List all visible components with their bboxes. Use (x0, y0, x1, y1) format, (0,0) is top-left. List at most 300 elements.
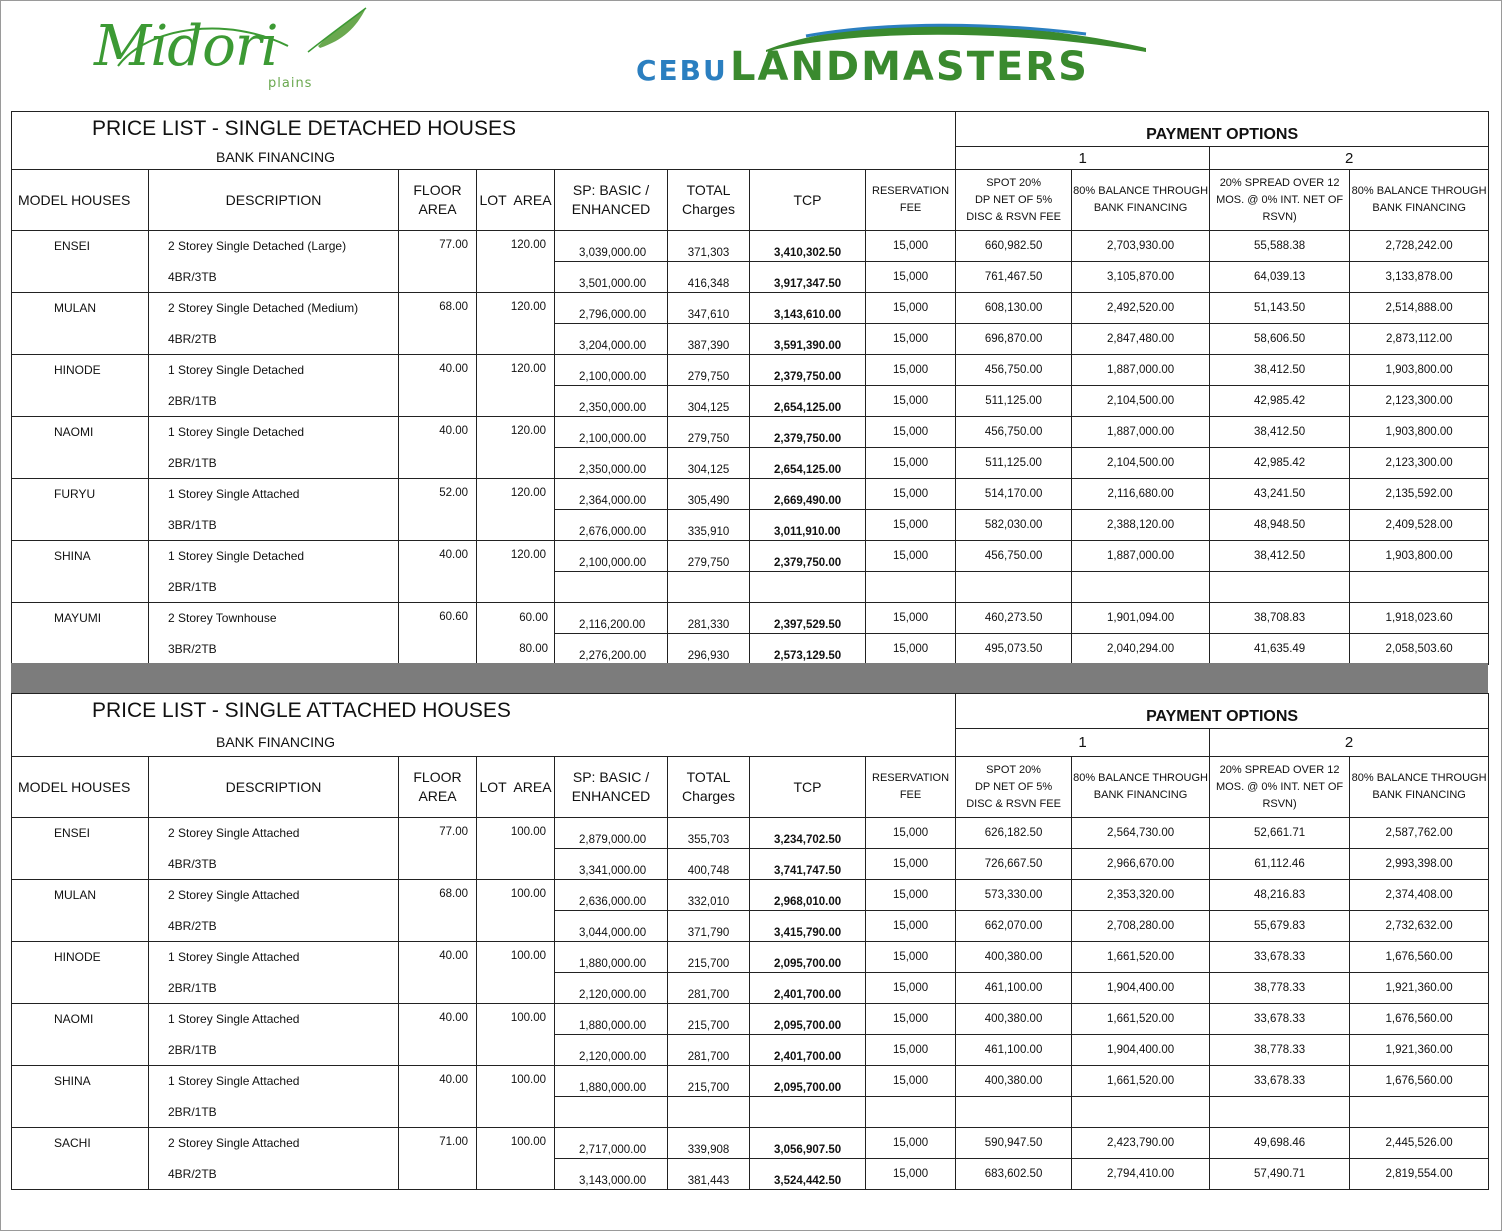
opt2-balance: 2,873,112.00 (1350, 324, 1489, 355)
description: 2 Storey Single Attached (149, 880, 399, 911)
selling-price: 3,341,000.00 (555, 849, 668, 880)
table-row (12, 448, 1489, 479)
opt2-balance: 2,445,526.00 (1350, 1128, 1489, 1159)
price-table (11, 111, 1489, 665)
col-opt1-dp-line: DP NET OF 5% (974, 193, 1053, 206)
description: 3BR/1TB (149, 510, 399, 541)
col-opt1-dp (956, 170, 1072, 231)
table-row (12, 911, 1489, 942)
description: 4BR/3TB (149, 849, 399, 880)
opt2-spread: 57,490.71 (1210, 1159, 1350, 1190)
opt1-balance: 1,904,400.00 (1072, 973, 1210, 1004)
model-name: HINODE (12, 355, 149, 417)
col-tcp: TCP (750, 757, 866, 818)
opt2-balance (1350, 572, 1489, 603)
total-charges: 381,443 (668, 1159, 750, 1190)
tcp-value: 3,917,347.50 (750, 262, 866, 293)
col-sp-line: ENHANCED (571, 788, 651, 804)
opt1-balance (1072, 572, 1210, 603)
opt2-balance: 1,676,560.00 (1350, 1066, 1489, 1097)
opt1-downpayment: 683,602.50 (956, 1159, 1072, 1190)
opt1-balance: 2,116,680.00 (1072, 479, 1210, 510)
table-row (12, 355, 1489, 386)
col-model-houses: MODEL HOUSES (12, 757, 149, 818)
description: 1 Storey Single Detached (149, 417, 399, 448)
table-row (12, 1004, 1489, 1035)
opt2-spread: 42,985.42 (1210, 448, 1350, 479)
total-charges: 305,490 (668, 479, 750, 510)
opt2-spread: 42,985.42 (1210, 386, 1350, 417)
opt2-spread: 61,112.46 (1210, 849, 1350, 880)
total-charges: 347,610 (668, 293, 750, 324)
col-reservation-fee (866, 757, 956, 818)
selling-price (555, 572, 668, 603)
description: 2BR/1TB (149, 1035, 399, 1066)
option-2-header: 2 (1210, 147, 1489, 170)
table-row (12, 603, 1489, 634)
col-opt1-dp-line: SPOT 20% (986, 176, 1042, 189)
col-reservation-fee-line: FEE (899, 202, 922, 214)
col-opt2-spread (1210, 170, 1350, 231)
option-2-header: 2 (1210, 729, 1489, 757)
selling-price: 2,350,000.00 (555, 448, 668, 479)
tcp-value: 3,415,790.00 (750, 911, 866, 942)
tcp-value: 2,379,750.00 (750, 355, 866, 386)
opt1-downpayment: 400,380.00 (956, 1066, 1072, 1097)
selling-price: 2,120,000.00 (555, 1035, 668, 1066)
col-opt1-balance (1072, 757, 1210, 818)
description: 2BR/1TB (149, 973, 399, 1004)
col-description: DESCRIPTION (149, 757, 399, 818)
midori-plains-logo (88, 6, 378, 96)
reservation-fee: 15,000 (866, 262, 956, 293)
financing-subtitle: BANK FINANCING (12, 147, 956, 170)
tcp-value: 2,397,529.50 (750, 603, 866, 634)
total-charges: 335,910 (668, 510, 750, 541)
opt1-downpayment: 456,750.00 (956, 417, 1072, 448)
opt2-spread: 41,635.49 (1210, 634, 1350, 665)
model-name: HINODE (12, 942, 149, 1004)
col-opt1-dp-line: DP NET OF 5% (974, 780, 1053, 793)
opt1-balance: 2,708,280.00 (1072, 911, 1210, 942)
opt1-balance: 2,423,790.00 (1072, 1128, 1210, 1159)
opt1-downpayment: 400,380.00 (956, 1004, 1072, 1035)
opt2-spread: 48,216.83 (1210, 880, 1350, 911)
opt1-balance: 1,661,520.00 (1072, 1004, 1210, 1035)
selling-price: 1,880,000.00 (555, 1066, 668, 1097)
selling-price: 2,796,000.00 (555, 293, 668, 324)
opt1-downpayment: 608,130.00 (956, 293, 1072, 324)
table-row (12, 849, 1489, 880)
section-title: PRICE LIST - SINGLE DETACHED HOUSES (12, 112, 956, 147)
table-row (12, 293, 1489, 324)
col-total-charges (668, 757, 750, 818)
reservation-fee: 15,000 (866, 417, 956, 448)
opt1-balance: 2,104,500.00 (1072, 448, 1210, 479)
opt2-spread: 55,588.38 (1210, 231, 1350, 262)
selling-price: 3,204,000.00 (555, 324, 668, 355)
table-row (12, 1035, 1489, 1066)
reservation-fee: 15,000 (866, 603, 956, 634)
tcp-value: 2,379,750.00 (750, 417, 866, 448)
opt2-spread: 38,708.83 (1210, 603, 1350, 634)
tcp-value: 3,591,390.00 (750, 324, 866, 355)
floor-area: 40.00 (399, 541, 477, 603)
tcp-value: 2,573,129.50 (750, 634, 866, 665)
opt2-spread: 51,143.50 (1210, 293, 1350, 324)
total-charges (668, 572, 750, 603)
floor-area: 68.00 (399, 880, 477, 942)
opt1-balance (1072, 1097, 1210, 1128)
col-opt2-balance-line: 80% BALANCE THROUGH (1351, 772, 1487, 784)
model-name: MULAN (12, 880, 149, 942)
opt2-balance: 2,587,762.00 (1350, 818, 1489, 849)
total-charges: 281,700 (668, 1035, 750, 1066)
selling-price: 3,501,000.00 (555, 262, 668, 293)
price-list-detached (11, 111, 1488, 665)
total-charges: 416,348 (668, 262, 750, 293)
col-reservation-fee-line: FEE (899, 789, 922, 801)
total-charges: 281,700 (668, 973, 750, 1004)
col-sp-line: ENHANCED (571, 201, 651, 217)
tcp-value (750, 1097, 866, 1128)
lot-area: 100.00 (477, 942, 555, 1004)
opt1-balance: 2,388,120.00 (1072, 510, 1210, 541)
table-row (12, 479, 1489, 510)
opt2-spread: 52,661.71 (1210, 818, 1350, 849)
selling-price: 2,276,200.00 (555, 634, 668, 665)
reservation-fee: 15,000 (866, 510, 956, 541)
description: 2BR/1TB (149, 386, 399, 417)
table-row (12, 1097, 1489, 1128)
col-opt2-spread-line: 20% SPREAD OVER 12 (1219, 763, 1340, 776)
lot-area-2: 80.00 (477, 634, 555, 665)
opt1-balance: 2,564,730.00 (1072, 818, 1210, 849)
table-row (12, 262, 1489, 293)
opt2-spread: 55,679.83 (1210, 911, 1350, 942)
total-charges (668, 1097, 750, 1128)
selling-price: 2,120,000.00 (555, 973, 668, 1004)
selling-price: 2,350,000.00 (555, 386, 668, 417)
table-row (12, 1128, 1489, 1159)
selling-price: 2,364,000.00 (555, 479, 668, 510)
total-charges: 304,125 (668, 448, 750, 479)
description: 1 Storey Single Attached (149, 1066, 399, 1097)
total-charges: 215,700 (668, 1004, 750, 1035)
selling-price: 2,636,000.00 (555, 880, 668, 911)
col-total-charges (668, 170, 750, 231)
opt1-downpayment (956, 572, 1072, 603)
opt1-balance: 2,492,520.00 (1072, 293, 1210, 324)
tcp-value: 2,095,700.00 (750, 1004, 866, 1035)
tcp-value: 2,968,010.00 (750, 880, 866, 911)
model-name: SACHI (12, 1128, 149, 1190)
financing-subtitle: BANK FINANCING (12, 729, 956, 757)
opt2-spread: 38,778.33 (1210, 1035, 1350, 1066)
tcp-value: 2,654,125.00 (750, 448, 866, 479)
col-opt2-balance-line: BANK FINANCING (1372, 789, 1466, 801)
floor-area: 40.00 (399, 1066, 477, 1128)
lot-area: 100.00 (477, 880, 555, 942)
opt1-downpayment: 761,467.50 (956, 262, 1072, 293)
lot-area: 100.00 (477, 1066, 555, 1128)
col-floor-area-line: AREA (418, 201, 457, 217)
col-floor-area-line: AREA (418, 788, 457, 804)
description: 4BR/2TB (149, 911, 399, 942)
opt1-balance: 2,966,670.00 (1072, 849, 1210, 880)
tcp-value: 3,143,610.00 (750, 293, 866, 324)
col-opt1-dp-line: DISC & RSVN FEE (966, 797, 1061, 810)
col-reservation-fee (866, 170, 956, 231)
opt2-spread: 58,606.50 (1210, 324, 1350, 355)
col-floor-area (399, 757, 477, 818)
opt1-downpayment: 626,182.50 (956, 818, 1072, 849)
brand-cebu: CEBU (636, 54, 728, 87)
selling-price: 2,116,200.00 (555, 603, 668, 634)
reservation-fee: 15,000 (866, 355, 956, 386)
selling-price: 2,100,000.00 (555, 355, 668, 386)
selling-price: 2,717,000.00 (555, 1128, 668, 1159)
opt1-balance: 3,105,870.00 (1072, 262, 1210, 293)
opt1-downpayment: 511,125.00 (956, 448, 1072, 479)
col-opt2-balance (1350, 170, 1489, 231)
col-floor-area-line: FLOOR (413, 769, 462, 785)
tcp-value: 2,401,700.00 (750, 973, 866, 1004)
option-1-header: 1 (956, 147, 1210, 170)
floor-area: 68.00 (399, 293, 477, 355)
col-total-charges-line: Charges (682, 788, 735, 804)
total-charges: 355,703 (668, 818, 750, 849)
total-charges: 371,303 (668, 231, 750, 262)
opt2-spread: 38,412.50 (1210, 417, 1350, 448)
table-row (12, 1066, 1489, 1097)
col-opt2-balance-line: BANK FINANCING (1372, 202, 1466, 214)
col-model-houses: MODEL HOUSES (12, 170, 149, 231)
opt2-spread (1210, 1097, 1350, 1128)
col-opt2-spread-line: MOS. @ 0% INT. NET OF (1216, 780, 1344, 793)
opt2-balance: 2,374,408.00 (1350, 880, 1489, 911)
tcp-value: 3,524,442.50 (750, 1159, 866, 1190)
col-opt1-balance-line: 80% BALANCE THROUGH (1073, 772, 1208, 784)
reservation-fee: 15,000 (866, 386, 956, 417)
reservation-fee (866, 1097, 956, 1128)
price-table (11, 693, 1489, 1190)
opt1-balance: 1,887,000.00 (1072, 417, 1210, 448)
col-opt2-spread-line: 20% SPREAD OVER 12 (1219, 176, 1340, 189)
opt1-downpayment (956, 1097, 1072, 1128)
opt2-balance: 2,123,300.00 (1350, 386, 1489, 417)
model-name: ENSEI (12, 818, 149, 880)
total-charges: 215,700 (668, 1066, 750, 1097)
col-sp-line: SP: BASIC / (572, 182, 650, 198)
table-row (12, 572, 1489, 603)
col-opt1-dp-line: SPOT 20% (986, 763, 1041, 776)
total-charges: 279,750 (668, 541, 750, 572)
section-title: PRICE LIST - SINGLE ATTACHED HOUSES (12, 694, 956, 729)
tcp-value: 2,401,700.00 (750, 1035, 866, 1066)
total-charges: 215,700 (668, 942, 750, 973)
model-name: SHINA (12, 1066, 149, 1128)
col-floor-area (399, 170, 477, 231)
opt1-downpayment: 495,073.50 (956, 634, 1072, 665)
lot-area: 120.00 (477, 417, 555, 479)
price-list-attached (11, 693, 1488, 1190)
col-opt1-dp (956, 757, 1072, 818)
col-reservation-fee-line: RESERVATION (872, 185, 950, 197)
reservation-fee: 15,000 (866, 448, 956, 479)
selling-price: 1,880,000.00 (555, 1004, 668, 1035)
payment-options-header: PAYMENT OPTIONS (956, 694, 1489, 729)
total-charges: 371,790 (668, 911, 750, 942)
table-row (12, 942, 1489, 973)
total-charges: 339,908 (668, 1128, 750, 1159)
col-opt1-balance-line: BANK FINANCING (1093, 789, 1188, 801)
reservation-fee: 15,000 (866, 880, 956, 911)
opt2-spread: 43,241.50 (1210, 479, 1350, 510)
cebu-landmasters-logo (636, 22, 1126, 94)
opt1-balance: 1,661,520.00 (1072, 1066, 1210, 1097)
opt1-balance: 1,887,000.00 (1072, 541, 1210, 572)
col-opt2-spread-line: MOS. @ 0% INT. NET OF (1216, 193, 1344, 206)
description: 2BR/1TB (149, 448, 399, 479)
table-row (12, 510, 1489, 541)
col-opt1-balance-line: BANK FINANCING (1093, 202, 1188, 214)
table-row (12, 880, 1489, 911)
model-name: MAYUMI (12, 603, 149, 665)
total-charges: 279,750 (668, 355, 750, 386)
selling-price: 2,100,000.00 (555, 541, 668, 572)
col-total-charges-line: TOTAL (686, 182, 731, 198)
opt2-spread: 38,412.50 (1210, 541, 1350, 572)
opt1-balance: 1,904,400.00 (1072, 1035, 1210, 1066)
col-sp (555, 170, 668, 231)
description: 4BR/2TB (149, 1159, 399, 1190)
col-opt1-balance (1072, 170, 1210, 231)
reservation-fee: 15,000 (866, 1035, 956, 1066)
table-row (12, 386, 1489, 417)
col-floor-area-line: FLOOR (413, 182, 462, 198)
table-row (12, 417, 1489, 448)
reservation-fee: 15,000 (866, 1128, 956, 1159)
table-row (12, 973, 1489, 1004)
model-name: SHINA (12, 541, 149, 603)
opt2-spread: 33,678.33 (1210, 942, 1350, 973)
opt2-balance (1350, 1097, 1489, 1128)
opt2-balance: 1,903,800.00 (1350, 541, 1489, 572)
description: 2 Storey Single Attached (149, 818, 399, 849)
midori-subtitle: plains (268, 76, 313, 91)
opt1-downpayment: 662,070.00 (956, 911, 1072, 942)
opt1-downpayment: 456,750.00 (956, 355, 1072, 386)
floor-area: 40.00 (399, 417, 477, 479)
opt2-balance: 2,728,242.00 (1350, 231, 1489, 262)
opt2-spread (1210, 572, 1350, 603)
lot-area: 120.00 (477, 355, 555, 417)
description: 2 Storey Townhouse (149, 603, 399, 634)
col-reservation-fee-line: RESERVATION (872, 772, 950, 784)
reservation-fee: 15,000 (866, 293, 956, 324)
opt2-balance: 1,921,360.00 (1350, 973, 1489, 1004)
opt2-balance: 2,123,300.00 (1350, 448, 1489, 479)
opt2-balance: 2,993,398.00 (1350, 849, 1489, 880)
floor-area: 40.00 (399, 355, 477, 417)
opt1-downpayment: 582,030.00 (956, 510, 1072, 541)
reservation-fee: 15,000 (866, 942, 956, 973)
selling-price (555, 1097, 668, 1128)
opt1-downpayment: 460,273.50 (956, 603, 1072, 634)
opt1-downpayment: 590,947.50 (956, 1128, 1072, 1159)
col-opt2-spread-line: RSVN) (1262, 797, 1297, 810)
total-charges: 296,930 (668, 634, 750, 665)
reservation-fee (866, 572, 956, 603)
midori-wordmark: Midori (94, 14, 278, 79)
reservation-fee: 15,000 (866, 541, 956, 572)
floor-area: 40.00 (399, 1004, 477, 1066)
tcp-value: 2,379,750.00 (750, 541, 866, 572)
lot-area: 120.00 (477, 293, 555, 355)
table-row (12, 231, 1489, 262)
description: 4BR/2TB (149, 324, 399, 355)
opt2-balance: 2,409,528.00 (1350, 510, 1489, 541)
col-total-charges-line: Charges (682, 201, 735, 217)
opt2-balance: 1,903,800.00 (1350, 355, 1489, 386)
total-charges: 332,010 (668, 880, 750, 911)
opt1-balance: 2,040,294.00 (1072, 634, 1210, 665)
opt2-balance: 2,058,503.60 (1350, 634, 1489, 665)
reservation-fee: 15,000 (866, 911, 956, 942)
opt1-downpayment: 573,330.00 (956, 880, 1072, 911)
tcp-value: 2,654,125.00 (750, 386, 866, 417)
description: 4BR/3TB (149, 262, 399, 293)
opt2-balance: 2,514,888.00 (1350, 293, 1489, 324)
reservation-fee: 15,000 (866, 818, 956, 849)
opt2-spread: 38,778.33 (1210, 973, 1350, 1004)
opt1-balance: 2,847,480.00 (1072, 324, 1210, 355)
selling-price: 3,143,000.00 (555, 1159, 668, 1190)
opt1-balance: 2,104,500.00 (1072, 386, 1210, 417)
opt2-balance: 3,133,878.00 (1350, 262, 1489, 293)
tcp-value: 2,095,700.00 (750, 1066, 866, 1097)
opt1-balance: 1,661,520.00 (1072, 942, 1210, 973)
opt1-downpayment: 511,125.00 (956, 386, 1072, 417)
lot-area: 60.00 (477, 603, 555, 634)
col-lot-area: LOT AREA (477, 170, 555, 231)
opt1-balance: 1,901,094.00 (1072, 603, 1210, 634)
opt2-spread: 33,678.33 (1210, 1004, 1350, 1035)
opt2-balance: 1,921,360.00 (1350, 1035, 1489, 1066)
col-opt1-balance-line: 80% BALANCE THROUGH (1073, 185, 1209, 197)
opt1-balance: 2,703,930.00 (1072, 231, 1210, 262)
col-opt2-balance-line: 80% BALANCE THROUGH (1351, 185, 1487, 197)
model-name: MULAN (12, 293, 149, 355)
description: 1 Storey Single Detached (149, 355, 399, 386)
reservation-fee: 15,000 (866, 973, 956, 1004)
opt2-balance: 2,819,554.00 (1350, 1159, 1489, 1190)
lot-area: 120.00 (477, 231, 555, 293)
section-divider (11, 663, 1488, 693)
reservation-fee: 15,000 (866, 849, 956, 880)
opt1-downpayment: 456,750.00 (956, 541, 1072, 572)
opt2-spread: 64,039.13 (1210, 262, 1350, 293)
payment-options-header: PAYMENT OPTIONS (956, 112, 1489, 147)
col-opt2-spread-line: RSVN) (1262, 210, 1297, 223)
tcp-value: 3,741,747.50 (750, 849, 866, 880)
table-row (12, 634, 1489, 665)
selling-price: 2,676,000.00 (555, 510, 668, 541)
col-sp (555, 757, 668, 818)
description: 3BR/2TB (149, 634, 399, 665)
floor-area: 77.00 (399, 818, 477, 880)
